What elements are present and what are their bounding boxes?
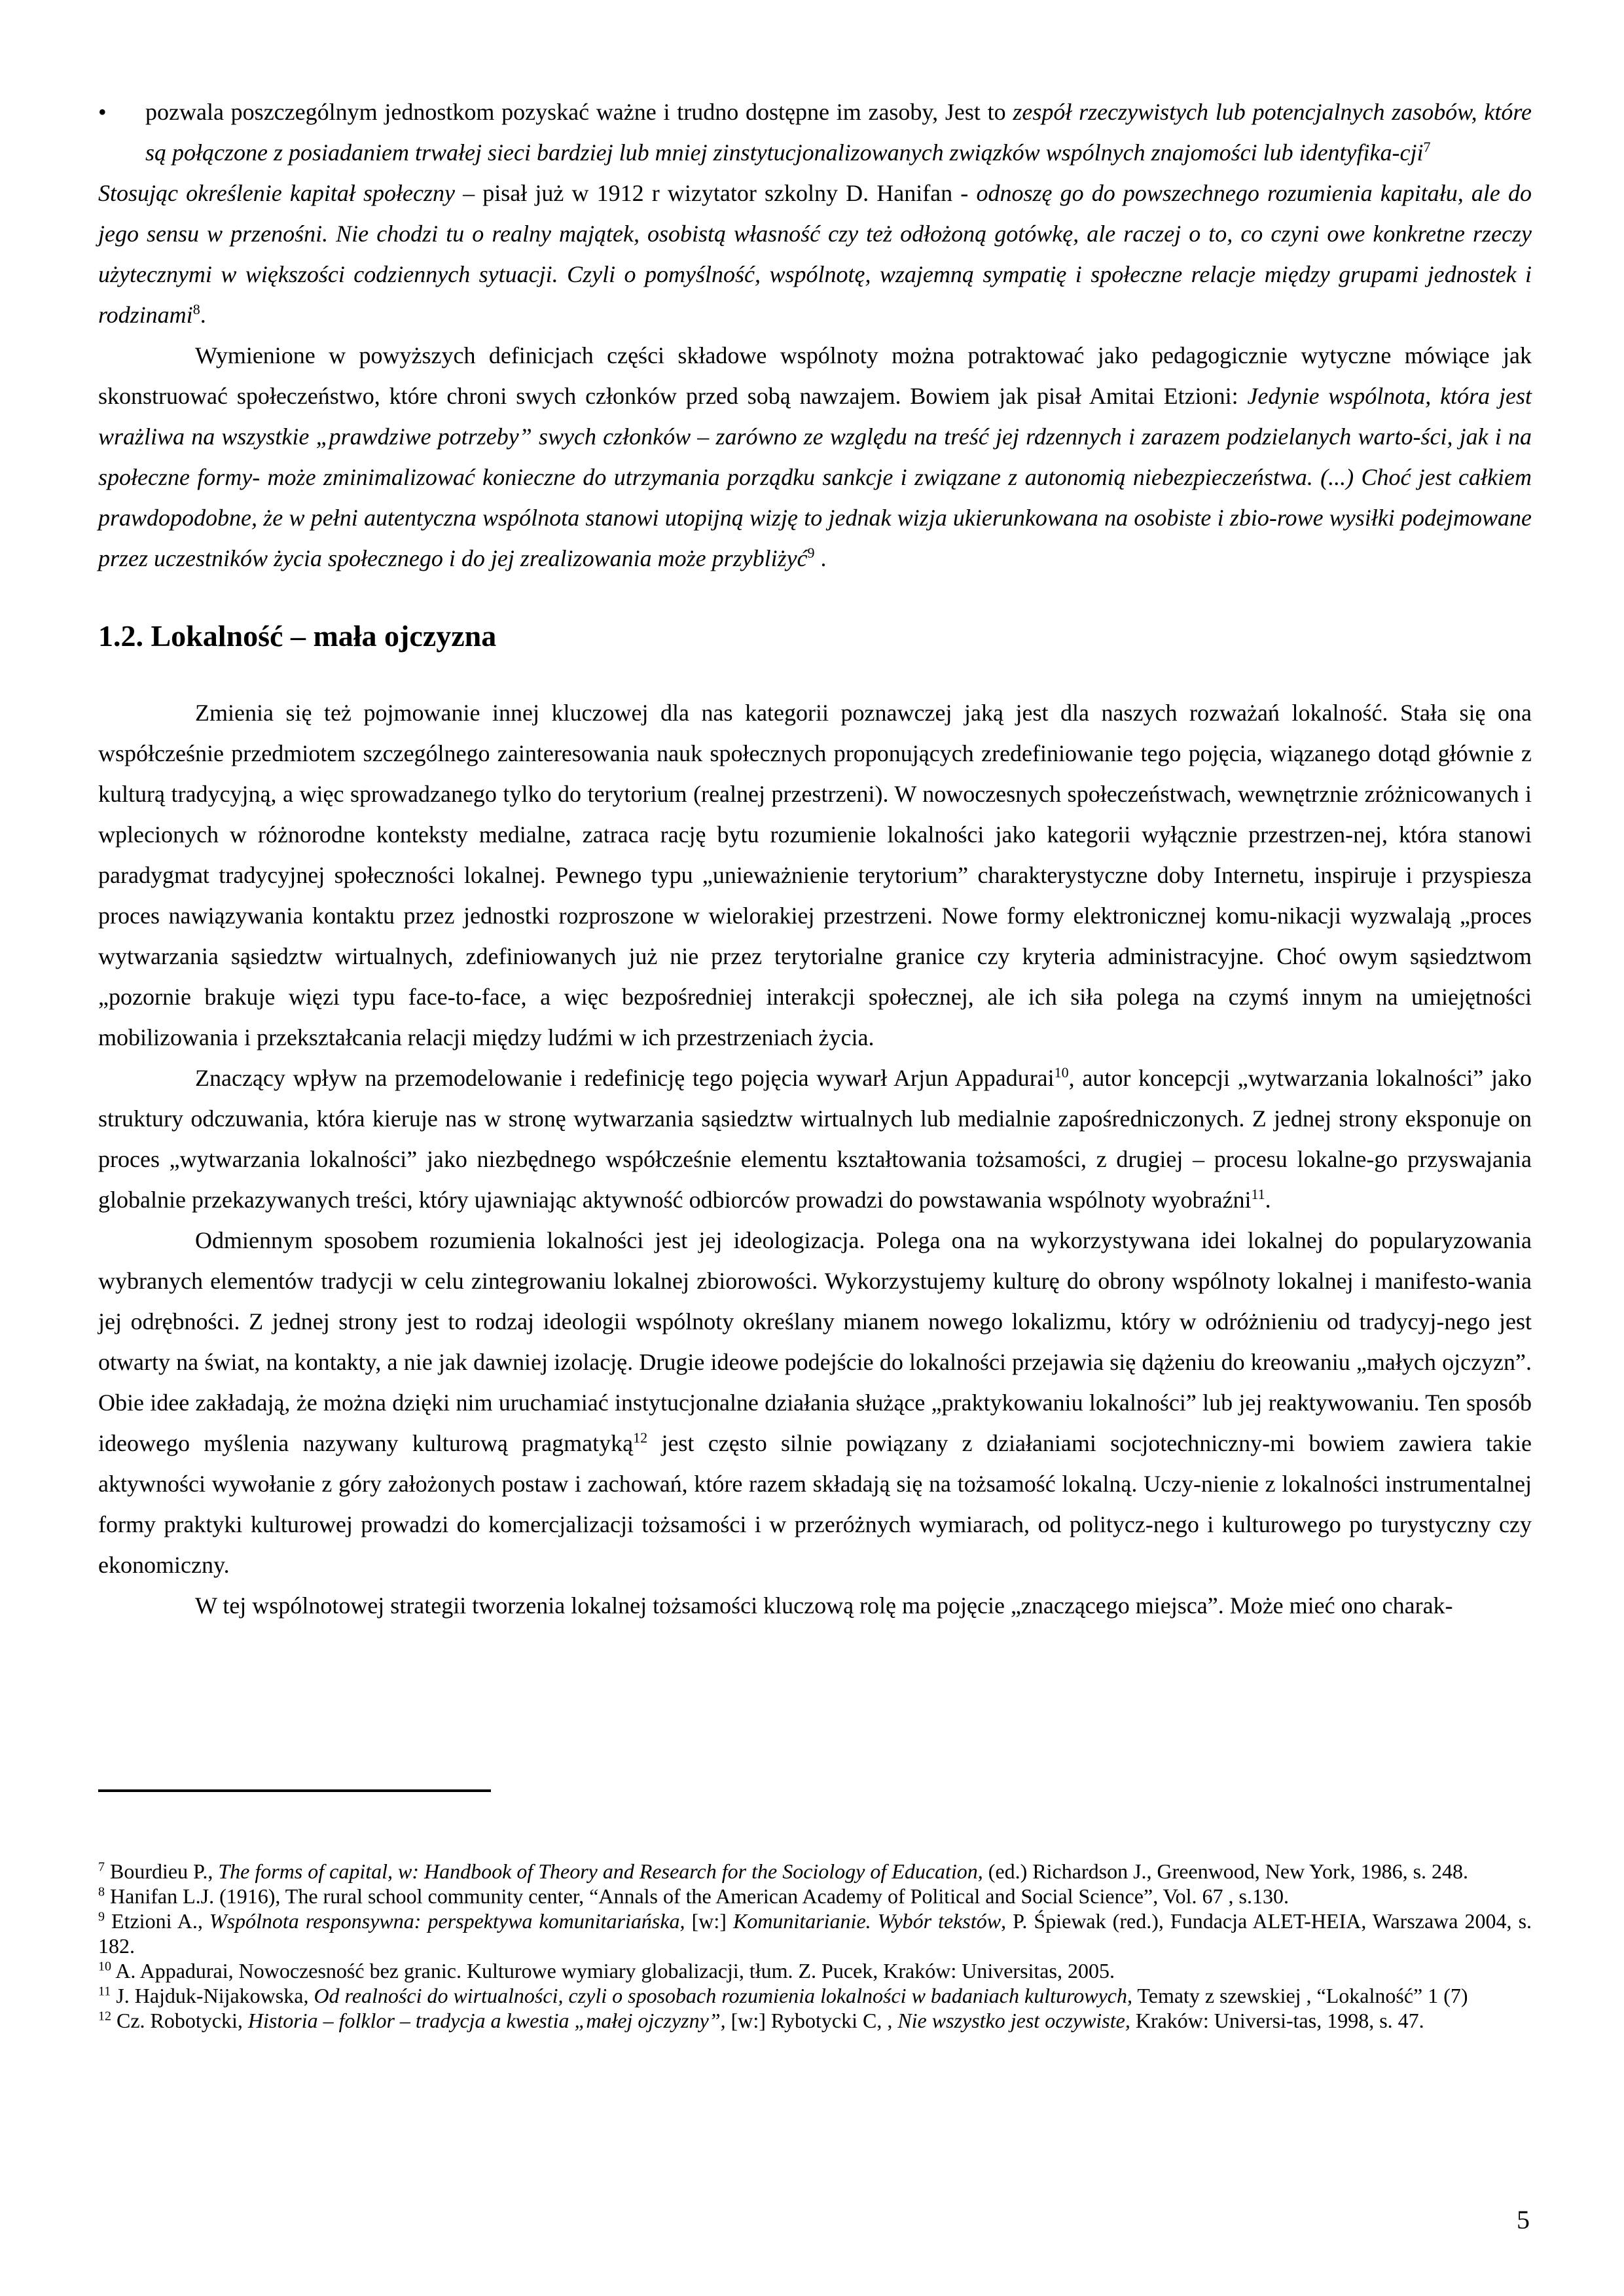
bullet-text: pozwala poszczególnym jednostkom pozyskać ważne i trudno dostępne im zasoby, Jest to zespół rzeczywistych lub potencjalnych zasobów, które są połączone z posiadaniem trwałej sieci bardziej lub mniej zinstytucjonalizowanych związków wspólnych znajomości lub identyfika-cji$^7$ [145, 99, 1532, 166]
footnote-ref: 8 [192, 301, 200, 317]
page-number: 5 [1517, 2205, 1530, 2234]
footnote-ref: 7 [1423, 139, 1431, 155]
hanifan-quote: Stosując określenie kapitał społeczny – pisał już w 1912 r wizytator szkolny D. Hanifan - odnoszę go do powszechnego rozumienia kapitału, ale do jego sensu w przenośni. Nie chodzi tu o realny majątek, osobistą własność czy też odłożoną gotówkę, ale raczej o to, co czyni owe konkretne rzeczy użytecznymi w większości codziennych sytuacji. Czyli o pomyślność, wspólnotę, wzajemną sympatię i społeczne relacje między grupami jednostek i rodzinami$^8$. [98, 180, 1532, 328]
footnotes [98, 1859, 1532, 2033]
etzioni-paragraph: Wymienione w powyższych definicjach części składowe wspólnoty można potraktować jako pedagogicznie wytyczne mówiące jak skonstruować społeczeństwo, które chroni swych członków przed sobą nawzajem. Bowiem jak pisał Amitai Etzioni: Jedynie wspólnota, która jest wrażliwa na wszystkie „prawdziwe potrzeby” swych członków – zarówno ze względu na treść jej rdzennych i zarazem podzielanych warto-ści, jak i na społeczne formy- może zminimalizować konieczne do utrzymania porządku sankcje i związane z autonomią niebezpieczeństwa. (...) Choć jest całkiem prawdopodobne, że w pełni autentyczna wspólnota stanowi utopijną wizję to jednak wizja ukierunkowana na osobiste i zbio-rowe wysiłki podejmowane przez uczestników życia społecznego i do jej zrealizowania może przybliżyć$^9$ . [98, 342, 1532, 571]
footnote-ref: 10 [1054, 1064, 1069, 1081]
footnote-ref: 9 [807, 545, 815, 561]
footnote: $^{10}$ A. Appadurai, Nowoczesność bez granic. Kulturowe wymiary globalizacji, tłum. Z. Pucek, Kraków: Universitas, 2005. [98, 1959, 1115, 1982]
paragraph-znaczace-miejsce: W tej wspólnotowej strategii tworzenia lokalnej tożsamości kluczową rolę ma pojęcie „znaczącego miejsca”. Może mieć ono charak- [195, 1592, 1453, 1619]
section-heading: 1.2. Lokalność – mała ojczyzna [98, 619, 497, 653]
footnote: $^8$ Hanifan L.J. (1916), The rural school community center, “Annals of the American Academy of Political and Social Science”, Vol. 67 , s.130. [98, 1884, 1289, 1908]
footnote: $^{12}$ Cz. Robotycki, Historia – folklor – tradycja a kwestia „małej ojczyzny”, [w:] Rybotycki C, , Nie wszystko jest oczywiste, Kraków: Universi-tas, 1998, s. 47. [98, 2009, 1424, 2032]
footnote-ref: 11 [1251, 1186, 1265, 1202]
footnote: $^{11}$ J. Hajduk-Nijakowska, Od realności do wirtualności, czyli o sposobach rozumienia lokalności w badaniach kulturowych, Tematy z szewskiej , “Lokalność” 1 (7) [98, 1984, 1468, 2007]
bullet-icon: • [98, 99, 107, 125]
paragraph-lokalnosc: Zmienia się też pojmowanie innej kluczowej dla nas kategorii poznawczej jaką jest dla naszych rozważań lokalność. Stała się ona współcześnie przedmiotem szczególnego zainteresowania nauk społecznych proponujących zredefiniowanie tego pojęcia, wiązanego dotąd głównie z kulturą tradycyjną, a więc sprowadzanego tylko do terytorium (realnej przestrzeni). W nowoczesnych społeczeństwach, wewnętrznie zróżnicowanych i wplecionych w różnorodne konteksty medialne, zatraca rację bytu rozumienie lokalności jako kategorii wyłącznie przestrzen-nej, która stanowi paradygmat tradycyjnej społeczności lokalnej. Pewnego typu „unieważnienie terytorium” charakterystyczne doby Internetu, inspiruje i przyspiesza proces nawiązywania kontaktu przez jednostki rozproszone w wielorakiej przestrzeni. Nowe formy elektronicznej komu-nikacji wyzwalają „proces wytwarzania sąsiedztw wirtualnych, zdefiniowanych już nie przez terytorialne granice czy kryteria administracyjne. Choć owym sąsiedztwom „pozornie brakuje więzi typu face-to-face, a więc bezpośredniej interakcji społecznej, ale ich siła polega na czymś innym na umiejętności mobilizowania i przekształcania relacji między ludźmi w ich przestrzeniach życia. [98, 700, 1532, 1050]
footnote: $^7$ Bourdieu P., The forms of capital, w: Handbook of Theory and Research for the Sociology of Education, (ed.) Richardson J., Greenwood, New York, 1986, s. 248. [98, 1859, 1469, 1883]
document-page [98, 92, 1532, 1626]
paragraph-ideologizacja: Odmiennym sposobem rozumienia lokalności jest jej ideologizacja. Polega ona na wykorzystywana idei lokalnej do popularyzowania wybranych elementów tradycji w celu zintegrowaniu lokalnej zbiorowości. Wykorzystujemy kulturę do obrony wspólnoty lokalnej i manifesto-wania jej odrębności. Z jednej strony jest to rodzaj ideologii wspólnoty określany mianem nowego lokalizmu, który w odróżnieniu od tradycyj-nego jest otwarty na świat, na kontakty, a nie jak dawniej izolację. Drugie ideowe podejście do lokalności przejawia się dążeniu do kreowaniu „małych ojczyzn”. Obie idee zakładają, że można dzięki nim uruchamiać instytucjonalne działania służące „praktykowaniu lokalności” lub jej reaktywowaniu. Ten sposób ideowego myślenia nazywany kulturową pragmatyką$^{12}$ jest często silnie powiązany z działaniami socjotechniczny-mi bowiem zawiera takie aktywności wywołanie z góry założonych postaw i zachowań, które razem składają się na tożsamość lokalną. Uczy-nienie z lokalności instrumentalnej formy praktyki kulturowej prowadzi do komercjalizacji tożsamości i w przeróżnych wymiarach, od politycz-nego i kulturowego po turystyczny czy ekonomiczny. [98, 1227, 1532, 1578]
paragraph-appadurai: Znaczący wpływ na przemodelowanie i redefinicję tego pojęcia wywarł Arjun Appadurai$^{10}$, autor koncepcji „wytwarzania lokalności” jako struktury odczuwania, która kieruje nas w stronę wytwarzania sąsiedztw wirtualnych lub medialnie zapośredniczonych. Z jednej strony eksponuje on proces „wytwarzania lokalności” jako niezbędnego współcześnie elementu kształtowania tożsamości, z drugiej – procesu lokalne-go przyswajania globalnie przekazywanych treści, który ujawniając aktywność odbiorców prowadzi do powstawania wspólnoty wyobraźni$^{11}$. [98, 1064, 1532, 1213]
bullet-item [98, 92, 1532, 173]
footnote: $^9$ Etzioni A., Wspólnota responsywna: perspektywa komunitariańska, [w:] Komunitarianie. Wybór tekstów, P. Śpiewak (red.), Fundacja ALET-HEIA, Warszawa 2004, s. 182. [98, 1909, 1532, 1958]
footnote-ref: 12 [633, 1429, 648, 1446]
footnote-separator [98, 1789, 491, 1792]
